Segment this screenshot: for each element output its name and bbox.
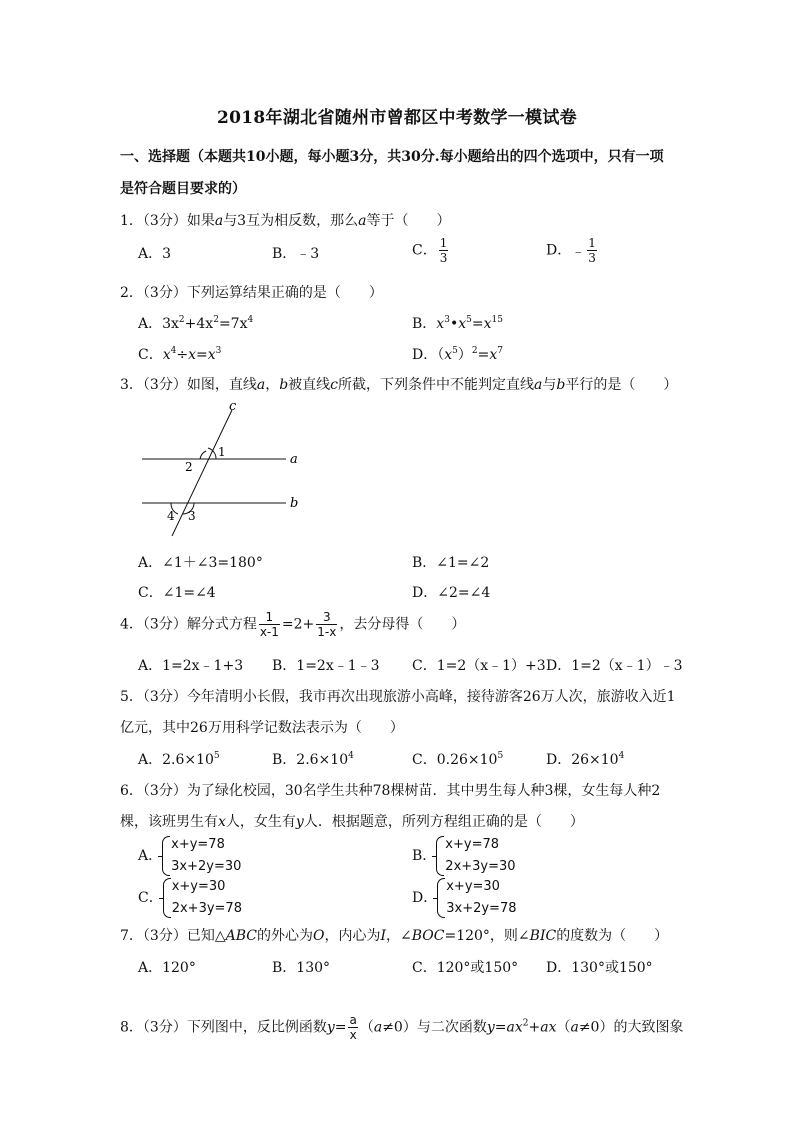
q6-option-d[interactable]: D． x+y=30 3x+2y=78 (412, 876, 517, 920)
q3-option-c[interactable]: C．∠1=∠4 (138, 585, 216, 601)
q6-option-c[interactable]: C． x+y=30 2x+3y=78 (138, 876, 242, 920)
q7-option-b[interactable]: B．130° (272, 960, 331, 976)
q6-option-b[interactable]: B． x+y=78 2x+3y=30 (412, 834, 516, 878)
q2-option-d[interactable]: D．$(x^5)^2=x^7$ (412, 346, 503, 363)
q4-option-c[interactable]: C．1=2（x﹣1）+3 (412, 658, 546, 674)
label-b: b (290, 496, 299, 511)
q6-b-system: x+y=78 2x+3y=30 (436, 834, 515, 878)
question-6-stem-cont: 棵，该班男生有x人，女生有y人．根据题意，所列方程组正确的是（ ） (120, 814, 584, 830)
q4-option-a[interactable]: A．1=2x﹣1+3 (138, 658, 244, 674)
q3-option-a[interactable]: A．∠1＋∠3=180° (138, 555, 263, 571)
q6-c-system: x+y=30 2x+3y=78 (163, 876, 242, 920)
q2-option-c[interactable]: C．$x^4\div x=x^3$ (138, 346, 222, 363)
q2-option-b[interactable]: B．$x^3•x^5=x^{15}$ (412, 315, 503, 332)
angle-label-4: 4 (167, 509, 175, 523)
label-c: c (229, 399, 237, 414)
q1-d-fraction: $\frac{1}{3}$ (588, 236, 596, 265)
q2-option-a[interactable]: A．$3x^2+4x^2=7x^4$ (138, 315, 254, 332)
question-4-stem: 4．（3分）解分式方程 $\frac{1}{x-1}$ =2+ $\frac{3}{1-x}$ ，去分母得（ ） (120, 610, 466, 639)
q7-option-a[interactable]: A．120° (138, 960, 196, 976)
q4-option-d[interactable]: D．1=2（x﹣1）﹣3 (546, 658, 683, 674)
q1-option-a[interactable]: A．3 (138, 246, 172, 262)
q6-a-system: x+y=78 3x+2y=30 (162, 834, 241, 878)
question-3-stem: 3．（3分）如图，直线a，b被直线c所截，下列条件中不能判定直线a与b平行的是（ ） (120, 377, 678, 393)
q5-option-c[interactable]: C．$0.26\times 10^5$ (412, 751, 504, 768)
q1-option-c[interactable]: C． $\frac{1}{3}$ (412, 236, 448, 265)
q6-option-a[interactable]: A． x+y=78 3x+2y=30 (138, 834, 241, 878)
question-8-stem: 8．（3分）下列图中，反比例函数y= $\frac{a}{x}$ （a≠0）与二次函数$y=ax^2+ax(a\ne 0)$的大致图象 (120, 1013, 684, 1042)
q5-option-a[interactable]: A．$2.6\times 10^5$ (138, 751, 220, 768)
q3-figure (138, 398, 318, 538)
q5-option-b[interactable]: B．$2.6\times 10^4$ (272, 751, 354, 768)
q8-fraction: $\frac{a}{x}$ (349, 1013, 357, 1042)
q6-d-system: x+y=30 3x+2y=78 (437, 876, 516, 920)
question-6-stem: 6．（3分）为了绿化校园，30名学生共种78棵树苗．其中男生每人种3棵，女生每人种2 (120, 783, 661, 799)
q4-fraction-2: $\frac{3}{1-x}$ (317, 610, 337, 639)
section-heading-cont: 是符合题目要求的） (120, 181, 246, 197)
q1-option-b[interactable]: B．﹣3 (272, 246, 320, 262)
angle-label-3: 3 (188, 509, 196, 523)
question-7-stem: 7．（3分）已知△ABC的外心为O，内心为I，∠BOC=120°，则∠BIC的度数为（ ） (120, 928, 669, 944)
question-5-stem-cont: 亿元，其中26万用科学记数法表示为（ ） (120, 720, 404, 736)
q5-option-d[interactable]: D．$26\times 10^4$ (546, 751, 625, 768)
line-c (172, 410, 232, 536)
q1-option-d[interactable]: D．﹣ $\frac{1}{3}$ (546, 236, 596, 265)
label-a: a (290, 452, 298, 467)
q4-option-b[interactable]: B．1=2x﹣1﹣3 (272, 658, 380, 674)
angle-label-1: 1 (218, 445, 226, 459)
angle-2-arc (200, 451, 206, 459)
q1-c-fraction: $\frac{1}{3}$ (439, 236, 448, 265)
q7-option-c[interactable]: C．120°或150° (412, 960, 519, 976)
angle-label-2: 2 (185, 460, 193, 474)
q3-option-b[interactable]: B．∠1=∠2 (412, 555, 490, 571)
question-1-stem: 1．（3分）如果a与3互为相反数，那么a等于（ ） (120, 213, 451, 229)
section-heading: 一、选择题（本题共10小题，每小题3分，共30分.每小题给出的四个选项中，只有一项 (120, 149, 664, 165)
page-title: 2018年湖北省随州市曾都区中考数学一模试卷 (217, 108, 577, 128)
q3-option-d[interactable]: D．∠2=∠4 (412, 585, 491, 601)
question-5-stem: 5．（3分）今年清明小长假，我市再次出现旅游小高峰，接待游客26万人次，旅游收入近1 (120, 689, 676, 705)
question-2-stem: 2．（3分）下列运算结果正确的是（ ） (120, 285, 383, 301)
q7-option-d[interactable]: D．130°或150° (546, 960, 653, 976)
q4-fraction-1: $\frac{1}{x-1}$ (259, 610, 279, 639)
